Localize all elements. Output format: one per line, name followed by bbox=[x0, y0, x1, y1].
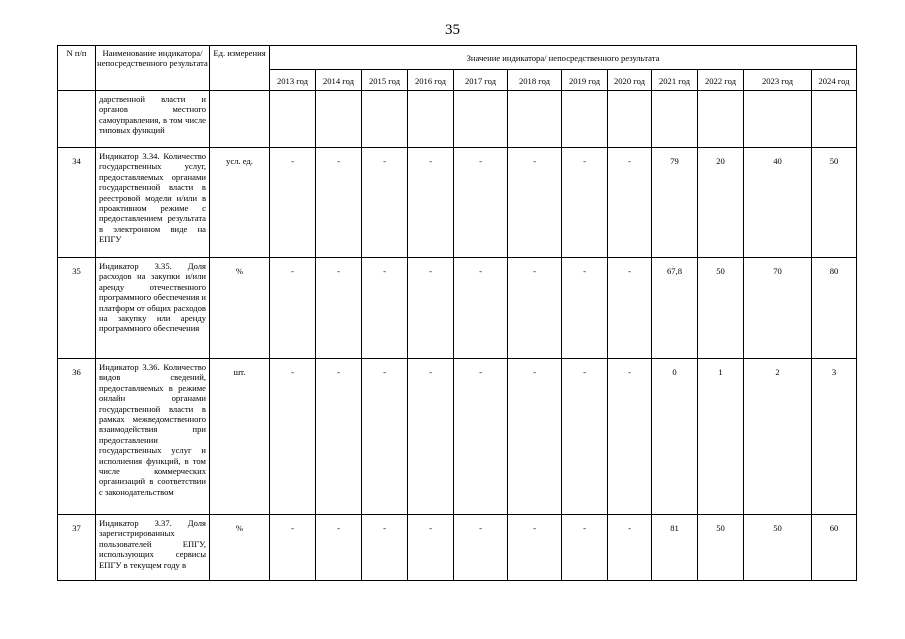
table-row bbox=[58, 258, 857, 359]
header-year: 2021 год bbox=[652, 70, 698, 91]
cell-2019: - bbox=[562, 515, 608, 581]
row-num: 34 bbox=[58, 148, 96, 258]
row-name: Индикатор 3.36. Количество видов сведений, предоставляемых в режиме онлайн органами государственной власти в рамках межведомственного взаимодействия при предоставлении государственных услуг и исполнения функций, в том числе коммерческих организаций в соответствии с законодательством bbox=[96, 359, 210, 515]
cell-2022: 1 bbox=[698, 359, 744, 515]
header-values: Значение индикатора/ непосредственного результата bbox=[270, 46, 857, 70]
cell-2013: - bbox=[270, 359, 316, 515]
cell-2015: - bbox=[362, 359, 408, 515]
header-year: 2018 год bbox=[508, 70, 562, 91]
cell-2022: 50 bbox=[698, 258, 744, 359]
cell-2019: - bbox=[562, 258, 608, 359]
header-year: 2014 год bbox=[316, 70, 362, 91]
row-num bbox=[58, 91, 96, 148]
header-name: Наименование индикатора/непосредственного результата bbox=[96, 46, 210, 91]
row-unit: % bbox=[210, 515, 270, 581]
cell-2022: 20 bbox=[698, 148, 744, 258]
header-year: 2015 год bbox=[362, 70, 408, 91]
header-year: 2013 год bbox=[270, 70, 316, 91]
cell-2018: - bbox=[508, 515, 562, 581]
row-unit: усл. ед. bbox=[210, 148, 270, 258]
cell-2019: - bbox=[562, 148, 608, 258]
header-row bbox=[58, 46, 857, 70]
cell-2018: - bbox=[508, 359, 562, 515]
cell-2016: - bbox=[408, 359, 454, 515]
cell-2016: - bbox=[408, 515, 454, 581]
row-num: 36 bbox=[58, 359, 96, 515]
cell-2019: - bbox=[562, 359, 608, 515]
cell-2017: - bbox=[454, 515, 508, 581]
cell-2014: - bbox=[316, 258, 362, 359]
header-year: 2016 год bbox=[408, 70, 454, 91]
cell-2017: - bbox=[454, 258, 508, 359]
cell-2018: - bbox=[508, 258, 562, 359]
continuation-row bbox=[58, 91, 857, 148]
cell-2015: - bbox=[362, 515, 408, 581]
page-number: 35 bbox=[445, 22, 460, 38]
table-row bbox=[58, 148, 857, 258]
cell-2024: 50 bbox=[812, 148, 857, 258]
cell-2013: - bbox=[270, 258, 316, 359]
cell-2016: - bbox=[408, 258, 454, 359]
cell-2015: - bbox=[362, 258, 408, 359]
cell-2014: - bbox=[316, 359, 362, 515]
indicator-table bbox=[57, 45, 857, 581]
cell-2021: 79 bbox=[652, 148, 698, 258]
cell-2013: - bbox=[270, 148, 316, 258]
cell-2017: - bbox=[454, 359, 508, 515]
cell-2015: - bbox=[362, 148, 408, 258]
header-unit: Ед. измерения bbox=[210, 46, 270, 91]
header-year: 2023 год bbox=[744, 70, 812, 91]
header-year: 2019 год bbox=[562, 70, 608, 91]
cell-2017: - bbox=[454, 148, 508, 258]
table-row bbox=[58, 359, 857, 515]
cell-2023: 70 bbox=[744, 258, 812, 359]
row-unit: шт. bbox=[210, 359, 270, 515]
cell-2014: - bbox=[316, 515, 362, 581]
cell-2022: 50 bbox=[698, 515, 744, 581]
row-unit: % bbox=[210, 258, 270, 359]
header-year: 2020 год bbox=[608, 70, 652, 91]
cell-2021: 67,8 bbox=[652, 258, 698, 359]
cell-2021: 81 bbox=[652, 515, 698, 581]
cell-2024: 3 bbox=[812, 359, 857, 515]
cell-2020: - bbox=[608, 359, 652, 515]
cell-2020: - bbox=[608, 148, 652, 258]
row-name: Индикатор 3.34. Количество государственных услуг, предоставляемых органами государственной власти в реестровой модели и/или в проактивном режиме с предоставлением результата в электронном виде на ЕПГУ bbox=[96, 148, 210, 258]
row-name: дарственной власти и органов местного самоуправления, в том числе типовых функций bbox=[96, 91, 210, 148]
cell-2020: - bbox=[608, 258, 652, 359]
cell-2020: - bbox=[608, 515, 652, 581]
cell-2023: 2 bbox=[744, 359, 812, 515]
cell-2023: 40 bbox=[744, 148, 812, 258]
row-num: 37 bbox=[58, 515, 96, 581]
header-year: 2022 год bbox=[698, 70, 744, 91]
header-year: 2024 год bbox=[812, 70, 857, 91]
cell-2016: - bbox=[408, 148, 454, 258]
cell-2013: - bbox=[270, 515, 316, 581]
table-row bbox=[58, 515, 857, 581]
row-name: Индикатор 3.35. Доля расходов на закупки и/или аренду отечественного программного обеспечения и платформ от общих расходов на закупку или аренду программного обеспечения bbox=[96, 258, 210, 359]
cell-2023: 50 bbox=[744, 515, 812, 581]
cell-2021: 0 bbox=[652, 359, 698, 515]
cell-2024: 80 bbox=[812, 258, 857, 359]
header-num: N п/п bbox=[58, 46, 96, 91]
row-unit bbox=[210, 91, 270, 148]
row-num: 35 bbox=[58, 258, 96, 359]
header-year: 2017 год bbox=[454, 70, 508, 91]
row-name: Индикатор 3.37. Доля зарегистрированных пользователей ЕПГУ, использующих сервисы ЕПГУ в текущем году в bbox=[96, 515, 210, 581]
cell-2024: 60 bbox=[812, 515, 857, 581]
cell-2018: - bbox=[508, 148, 562, 258]
cell-2014: - bbox=[316, 148, 362, 258]
